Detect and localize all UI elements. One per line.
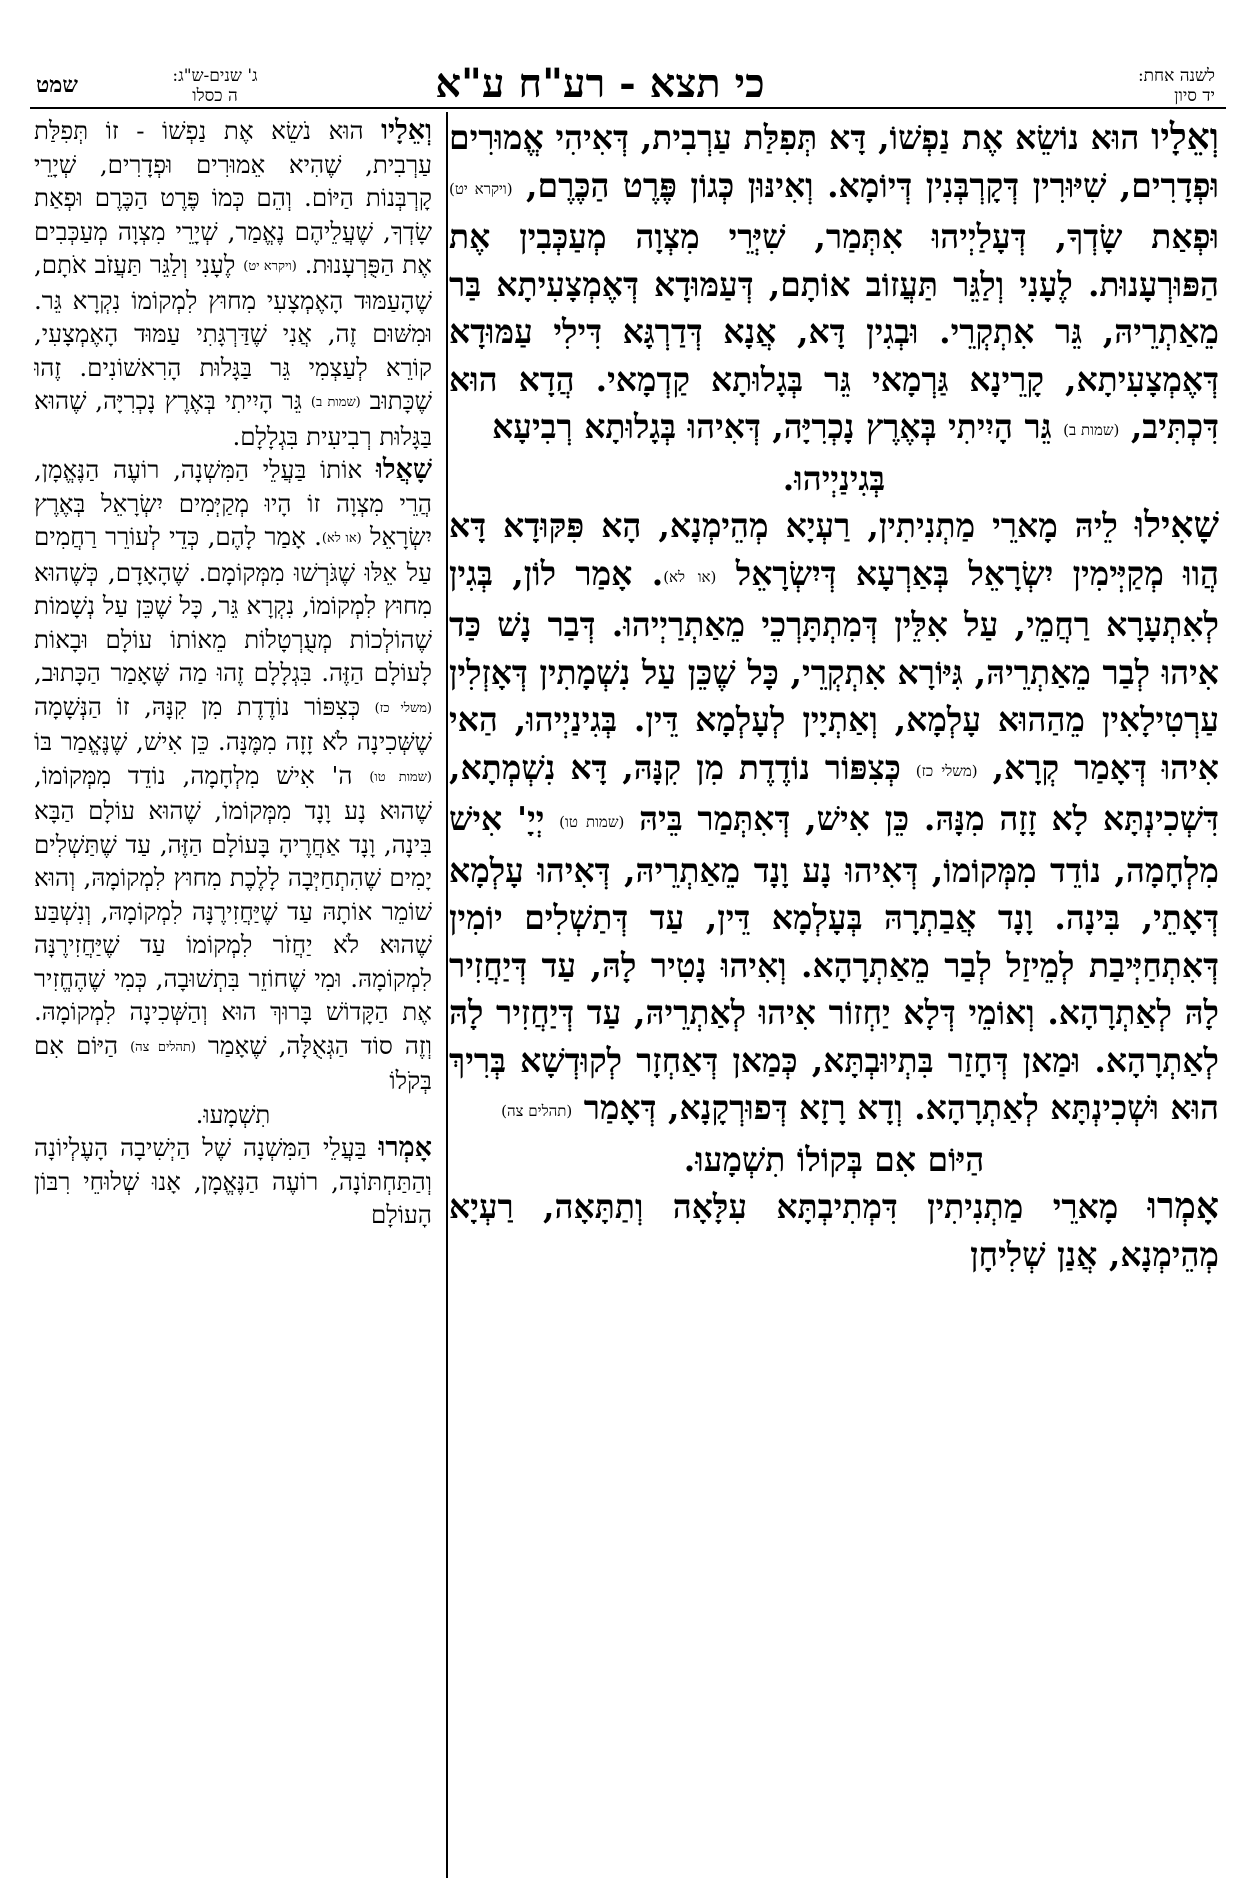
page-title: כי תצא - רע"ח ע"א: [435, 60, 765, 107]
verse-reference: (שמות טו): [369, 769, 432, 785]
verse-reference: (שמות ב): [310, 395, 361, 410]
translation-text: . אָמַר לָהֶם, כְּדֵי לְעוֹרֵר רַחֲמִים עַל אֵלּוּ שֶׁגֹּרְשׁוּ מִמְּקוֹמָם. שֶׁהָאָדָם, כְּשֶׁהוּא מִחוּץ לִמְקוֹמוֹ, נִקְרָא גֵּר, כָּל שֶׁכֵּן עַל נְשָׁמוֹת שֶׁהוֹלְכוֹת מְעֻרְטָלוֹת מֵאוֹתוֹ עוֹלָם וּבָאוֹת לָעוֹלָם הַזֶּה. בִּגְלָלָם זֶהוּ מַה שֶּׁאָמַר הַכָּתוּב,: [34, 522, 432, 687]
translation-text: גֵּר הָיִיתִי בְּאֶרֶץ נָכְרִיָּה, שֶׁהוּא בַּגָּלוּת רְבִיעִית בִּגְלָלָם.: [34, 386, 432, 451]
main-text: מָארֵי מַתְנִיתִין דִּמְתִיבְתָּא עִלָּאָה וְתַתָּאָה, רַעְיָא מְהֵימְנָא, אֲנַן שְׁלִיחָן: [449, 1187, 1219, 1274]
translation-text: ה' אִישׁ מִלְחָמָה, נוֹדֵד מִמְּקוֹמוֹ, שֶׁהוּא נָע וָנָד מִמְּקוֹמוֹ, שֶׁהוּא עוֹלָם הַבָּא בִּינָה, וָנָד אַחֲרֶיהָ בָּעוֹלָם הַזֶּה, עַד שֶׁתַּשְׁלִים יָמִים שֶׁהִתְחַיְּבָה לָלֶכֶת מִחוּץ לִמְקוֹמָהּ, וְהוּא שׁוֹמֵר אוֹתָהּ עַד שֶׁיַּחֲזִירֶנָּה לִמְקוֹמָהּ, וְנִשְׁבַּע שֶׁהוּא לֹא יַחֲזֹר לִמְקוֹמוֹ עַד שֶׁיַּחֲזִירֶנָּה לִמְקוֹמָהּ. וּמִי שֶׁחוֹזֵר בִּתְשׁוּבָה, כְּמִי שֶׁהֶחֱזִיר אֶת הַקָּדוֹשׁ בָּרוּךְ הוּא וְהַשְּׁכִינָה לִמְקוֹמָהּ. וְזֶה סוֹד הַגְּאֻלָּה, שֶׁאָמַר: [34, 760, 432, 1060]
translation-paragraph-2-end: תִשְׁמָעוּ.: [195, 1099, 271, 1129]
translation-text: כְּצִפּוֹר נוֹדֶדֶת מִן קִנָּהּ, זוֹ הַנְּשָׁמָה שֶׁשְּׁכִינָה לֹא זָזָה מִמֶּנָּה. כֵּן אִישׁ, שֶׁנֶּאֱמַר בּוֹ: [34, 691, 432, 756]
verse-reference: (ויקרא יט): [243, 259, 297, 274]
daily-schedule-one-year: [1015, 66, 1215, 106]
three-year-label: ג' שנים-ש"ג:: [172, 66, 258, 86]
one-year-date: יד סיון: [1174, 86, 1215, 106]
verse-reference: (תהלים צה): [130, 1039, 196, 1055]
main-text: כְּצִפּוֹר נוֹדֶדֶת מִן קִנָּהּ, דָּא נִשְׁמְתָא, דִּשְׁכִינְתָּא לָא זָזָה מִנָּהּ. כֵּן אִישׁ, דְּאִתְּמַר בֵּיהּ: [449, 747, 1219, 838]
main-text: . אָמַר לוֹן, בְּגִין לְאִתְעָרָא רַחֲמֵי, עַל אִלֵּין דְּמִתְתָּרְכֵי מֵאַתְרַיְיהוּ. דְּבַר נָשׁ כַּד אִיהוּ לְבַר מֵאַתְרֵיהּ, גִּיּוֹרָא אִתְקְרֵי, כָּל שֶׁכֵּן עַל נִשְׁמָתִין דְּאָזְלִין עַרְטִילָאִין מֵהַהוּא עָלְמָא, וְאַתְיָין לְעָלְמָא דֵּין. בְּגִינַיְיהוּ, הַאי אִיהוּ דְּאָמַר קְרָא,: [449, 553, 1219, 787]
verse-reference: (משלי כז): [374, 700, 432, 716]
verse-reference: (שמות טו): [559, 813, 625, 831]
verse-reference: (משלי כז): [915, 761, 978, 780]
main-opening-word: שָׁאִילוּ: [1134, 504, 1219, 546]
main-paragraph-2: [449, 502, 1219, 1136]
main-text: וּפְאַת שָׂדְךָ, דְּעָלַיְיהוּ אִתְּמַר, שִׁיְּרֵי מִצְוָה מְעַכְּבִין אֶת הַפּוּרְעָנוּת. לֶעָנִי וְלַגֵּר תַּעֲזוֹב אוֹתָם, דְּעַמּוּדָא דְּאֶמְצָעִיתָא בַּר מֵאַתְרֵיהּ, גֵּר אִתְקְרֵי. וּבְגִין דָּא, אֲנָא דְּדַרְגָּא דִּילִי עַמּוּדָא דְּאֶמְצָעִיתָא, קָרֵינָא גַּרְמָאי גֵּר בְּגָלוּתָא קַדְמָאי. הֲדָא הוּא דִּכְתִּיב,: [449, 217, 1219, 446]
translation-column: [34, 114, 432, 1874]
header-divider: [30, 107, 1226, 109]
page-number: שמט: [36, 72, 78, 98]
main-text: לֵיהּ מָארֵי מַתְנִיתִין, רַעְיָא מְהֵימְנָא, הָא פִּקּוּדָא דָּא הֲווּ מְקַיְּימִין יִשְׂרָאֵל בְּאַרְעָא דְּיִשְׂרָאֵל: [449, 506, 1219, 593]
verse-reference: (תהלים צה): [501, 1102, 573, 1120]
main-opening-word: אָמְרוּ: [1147, 1185, 1219, 1227]
main-paragraph-3: [449, 1183, 1219, 1278]
verse-reference: (או לא): [663, 567, 717, 586]
translation-text: אוֹתוֹ בַּעֲלֵי הַמִּשְׁנָה, רוֹעֶה הַנֶּאֱמָן, הֲרֵי מִצְוָה זוֹ הָיוּ מְקַיְּמִים יִשְׂרָאֵל בְּאֶרֶץ יִשְׂרָאֵל: [34, 455, 432, 551]
translation-opening-word: אָמְרוּ: [378, 1132, 432, 1163]
three-year-date: ה כסלו: [192, 86, 238, 106]
main-paragraph-1: [449, 114, 1219, 455]
verse-reference: (שמות ב): [1063, 421, 1120, 439]
main-opening-word: וְאֵלָיו: [1151, 116, 1219, 158]
main-paragraph-1-end: בְּגִינַיְיהוּ.: [782, 458, 886, 498]
verse-reference: (או לא): [321, 531, 362, 546]
page-header: [0, 58, 1253, 118]
translation-paragraph-2: [34, 453, 432, 1098]
translation-text: לֶעָנִי וְלַגֵּר תַּעֲזֹב אֹתָם, שֶׁהָעַמּוּד הָאֶמְצָעִי מִחוּץ לִמְקוֹמוֹ נִקְרָא גֵּר. וּמִשּׁוּם זֶה, אֲנִי שֶׁדַּרְגָּתִי עַמּוּד הָאֶמְצָעִי, קוֹרֵא לְעַצְמִי גֵּר בַּגָּלוּת הָרִאשׁוֹנִים. זֶהוּ שֶׁכָּתוּב: [34, 250, 432, 415]
main-text-column: [449, 114, 1219, 1874]
daily-schedule-three-years: [130, 66, 300, 106]
one-year-label: לשנה אחת:: [1137, 66, 1215, 86]
translation-text: בַּעֲלֵי הַמִּשְׁנָה שֶׁל הַיְשִׁיבָה הָעֶלְיוֹנָה וְהַתַּחְתּוֹנָה, רוֹעֶה הַנֶּאֱמָן, אָנוּ שְׁלוּחֵי רִבּוֹן הָעוֹלָם: [34, 1133, 432, 1229]
translation-opening-word: שָׁאֲלוּ: [376, 454, 432, 485]
main-paragraph-2-end: הַיּוֹם אִם בְּקוֹלוֹ תִשְׁמָעוּ.: [683, 1139, 985, 1179]
translation-paragraph-1: [34, 114, 432, 453]
translation-text: הַיּוֹם אִם בְּקֹלוֹ: [34, 1030, 432, 1095]
translation-opening-word: וְאֵלָיו: [381, 115, 432, 146]
column-divider: [446, 112, 448, 1878]
main-text: יְיָ' אִישׁ מִלְחָמָה, נוֹדֵד מִמְּקוֹמוֹ, דְּאִיהוּ נָע וָנָד מֵאַתְרֵיהּ, דְּאִיהוּ עָלְמָא דְּאָתֵי, בִּינָה. וָנָד אֲבַתְרָהּ בְּעָלְמָא דֵּין, עַד דְּתַשְׁלִים יוֹמִין דְּאִתְחַיְּיבַת לְמֵיזַל לְבַר מֵאַתְרָהָא. וְאִיהוּ נָטִיר לָהּ, עַד דְּיַחֲזִיר לָהּ לְאַתְרָהָא. וְאוֹמֵי דְּלָא יַחְזוֹר אִיהוּ לְאַתְרֵיהּ, עַד דְּיַחֲזִיר לָהּ לְאַתְרָהָא. וּמַאן דְּחָזַר בִּתְיוּבְתָּא, כְּמַאן דְּאַחְזָר לְקוּדְשָׁא בְּרִיךְ הוּא וּשְׁכִינְתָּא לְאַתְרָהָא. וְדָא רָזָא דְּפוּרְקָנָא, דְּאָמַר: [449, 799, 1219, 1127]
verse-reference: (ויקרא יט): [449, 179, 513, 198]
translation-paragraph-3: [34, 1131, 432, 1232]
translation-text: הוּא נֹשֵׂא אֶת נַפְשׁוֹ - זוֹ תְּפִלַּת עַרְבִית, שֶׁהִיא אֵמוּרִים וּפְדָרִים, שְׁיָרֵי קָרְבְּנוֹת הַיּוֹם. וְהֵם כְּמוֹ פֶּרֶט הַכֶּרֶם וּפְאַת שָׂדְךָ, שֶׁעֲלֵיהֶם נֶאֱמַר, שְׁיָרֵי מִצְוָה מְעַכְּבִים אֶת הַפֻּרְעָנוּת.: [34, 116, 432, 279]
main-text: גֵּר הָיִיתִי בְּאֶרֶץ נָכְרִיָּה, דְּאִיהוּ בְּגָלוּתָא רְבִיעָא: [492, 407, 1064, 446]
main-text: הוּא נוֹשֵׂא אֶת נַפְשׁוֹ, דָּא תְּפִלַּת עַרְבִית, דְּאִיהִי אֱמוּרִים וּפְדָרִים, שִׁיּוּרִין דְּקָרְבְּנִין דְּיוֹמָא. וְאִינּוּן כְּגוֹן פֶּרֶט הַכֶּרֶם,: [449, 118, 1219, 205]
